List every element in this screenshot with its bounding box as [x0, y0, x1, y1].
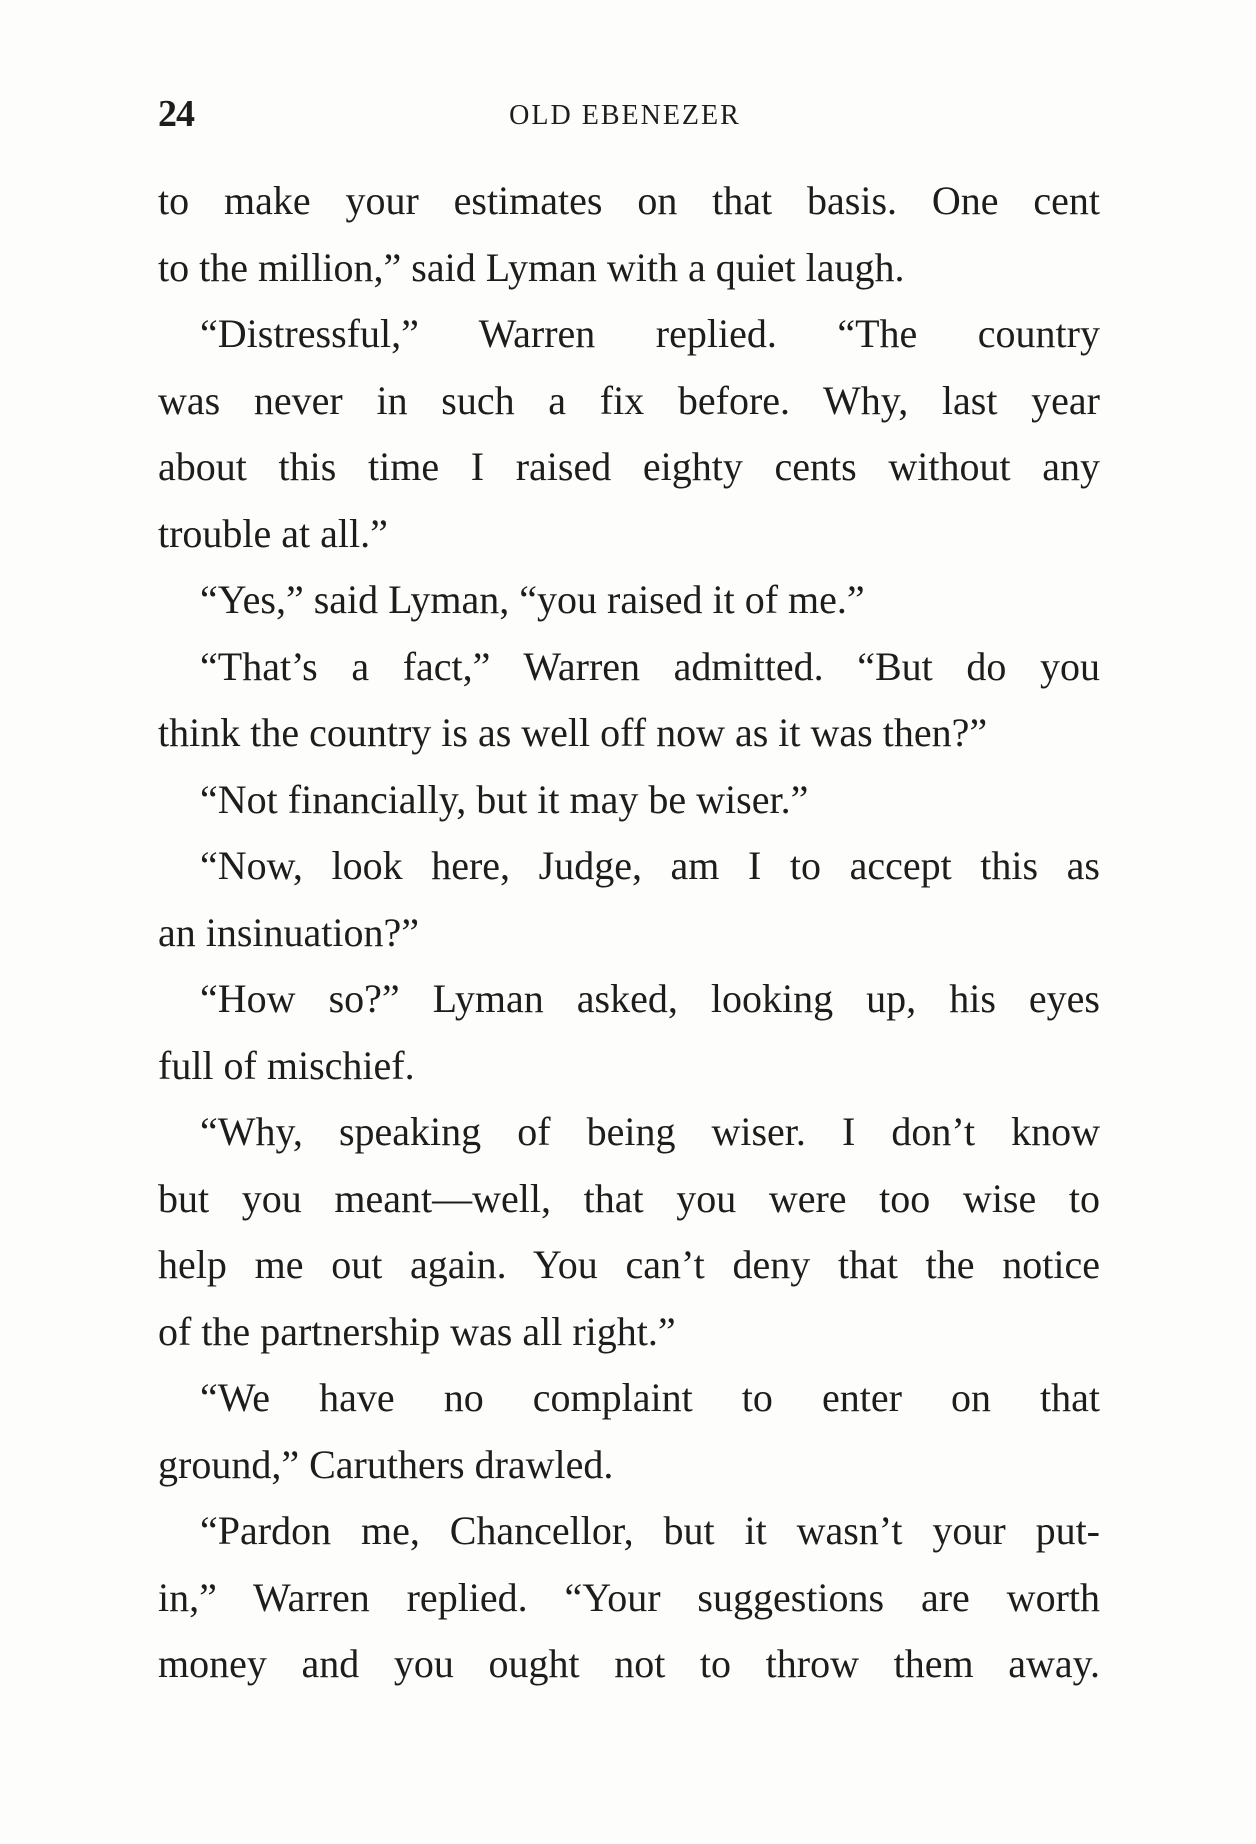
text-line: “Yes,” said Lyman, “you raised it of me.” — [200, 577, 865, 622]
text-line: think the country is as well off now as it was then?” — [158, 710, 988, 755]
text-line: an insinuation?” — [158, 909, 420, 955]
text-line: ground,” Caruthers drawled. — [158, 1441, 614, 1487]
text-line: “Now, look here, Judge, am I to accept this as — [200, 843, 1100, 888]
text-line: “Why, speaking of being wiser. I don’t know — [200, 1109, 1100, 1154]
text-line: help me out again. You can’t deny that the notice — [158, 1242, 1100, 1287]
page-number: 24 — [158, 93, 194, 135]
text-line: of the partnership was all right.” — [158, 1308, 676, 1354]
text-line: “Not financially, but it may be wiser.” — [200, 776, 809, 822]
text-line: “That’s a fact,” Warren admitted. “But do you — [200, 643, 1100, 689]
text-line: trouble at all.” — [158, 510, 388, 556]
text-line: in,” Warren replied. “Your suggestions are worth — [158, 1574, 1100, 1620]
body-text — [158, 168, 1100, 1698]
text-line: to the million,” said Lyman with a quiet laugh. — [158, 244, 905, 290]
text-line: “Distressful,” Warren replied. “The country — [200, 311, 1100, 356]
text-line: was never in such a fix before. Why, last year — [158, 377, 1100, 423]
running-head — [150, 92, 1100, 142]
text-line: “We have no complaint to enter on that — [200, 1375, 1100, 1420]
text-line: “Pardon me, Chancellor, but it wasn’t your put- — [200, 1508, 1100, 1553]
text-line: “How so?” Lyman asked, looking up, his eyes — [200, 976, 1100, 1021]
text-line: to make your estimates on that basis. One cent — [158, 178, 1100, 223]
text-line: money and you ought not to throw them away. — [158, 1641, 1100, 1686]
text-line: full of mischief. — [158, 1042, 415, 1088]
text-line: about this time I raised eighty cents without any — [158, 444, 1100, 489]
running-title: OLD EBENEZER — [509, 100, 741, 131]
text-line: but you meant—well, that you were too wise to — [158, 1175, 1100, 1221]
